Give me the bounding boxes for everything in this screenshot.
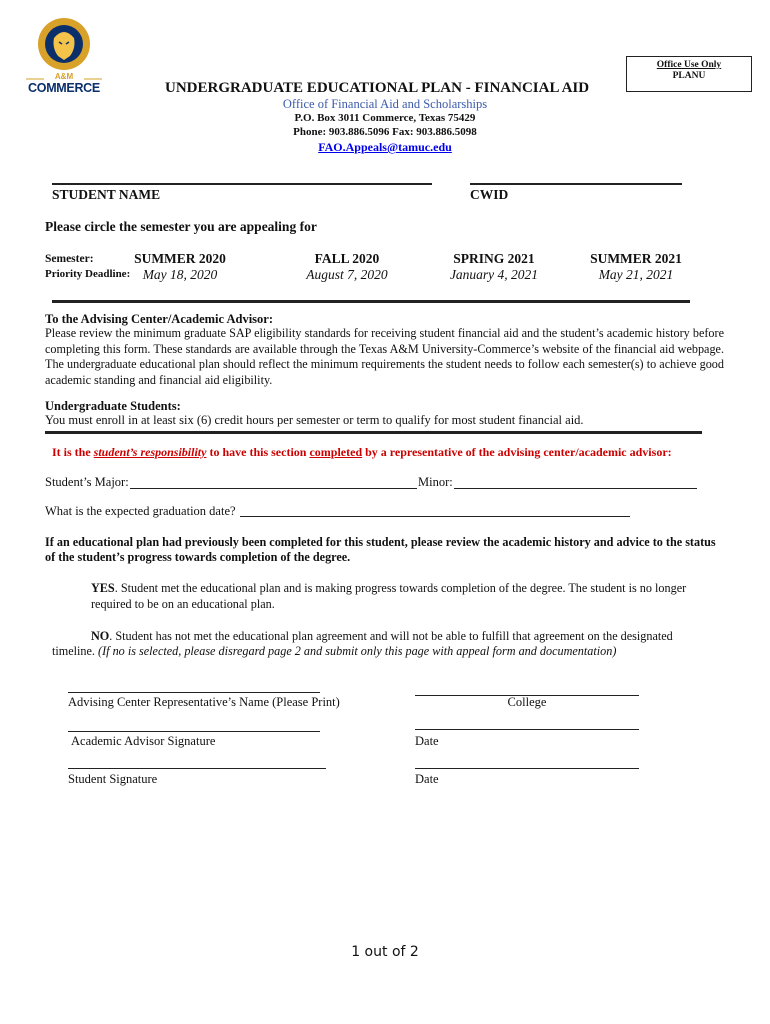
graduation-label: What is the expected graduation date? (45, 504, 236, 518)
student-name-line[interactable] (52, 183, 432, 185)
date-line-1[interactable] (415, 729, 639, 730)
semester-label: Semester: (45, 253, 94, 265)
plan-heading: If an educational plan had previously been completed for this student, please review the academic history and advice to the status of the student’s progress towards completion of the degree. (45, 535, 716, 564)
rep-name-line[interactable] (68, 692, 320, 693)
semester-prompt: Please circle the semester you are appealing for (45, 219, 317, 234)
no-description: . Student has not met the educational plan agreement and will not be able to fulfill that agreement on the designated (109, 629, 673, 643)
rep-name-label: Advising Center Representative’s Name (Please Print) (68, 695, 340, 709)
semester-option-summer-2020[interactable] (110, 251, 250, 283)
semester-option-summer-2021[interactable] (566, 251, 706, 283)
undergrad-heading: Undergraduate Students: (45, 399, 181, 413)
university-logo (24, 14, 104, 96)
form-title: UNDERGRADUATE EDUCATIONAL PLAN - FINANCIAL AID (165, 80, 590, 96)
office-use-code: PLANU (672, 71, 706, 81)
notice-text: It is the (52, 445, 94, 459)
notice-text: to have this section (206, 445, 310, 459)
logo-text-bottom: COMMERCE (28, 81, 100, 95)
yes-description: . Student met the educational plan and is making progress towards completion of the degree. The student is no longer required to be on an educational plan. (91, 581, 687, 611)
advisor-instructions: Please review the minimum graduate SAP eligibility standards for receiving student financial aid and the student’s academic history before completing this form. These standards are available through the Texas A&M University-Commerce’s website of the financial aid webpage. The undergraduate educational plan should reflect the minimum requirements the student needs to follow each semester(s) to achieve good academic standing and financial aid eligibility. (45, 326, 724, 387)
date-line-2[interactable] (415, 768, 639, 769)
college-label: College (507, 695, 547, 709)
cwid-line[interactable] (470, 183, 682, 185)
semester-name: SPRING 2021 (453, 251, 535, 266)
office-use-label: Office Use Only (656, 60, 722, 70)
yes-option[interactable] (91, 581, 691, 612)
office-use-box (626, 56, 752, 92)
major-label: Student’s Major: (45, 475, 129, 489)
semester-deadline: January 4, 2021 (449, 267, 539, 282)
semester-deadline: May 18, 2020 (142, 267, 218, 282)
section-divider (52, 300, 690, 303)
section-divider (45, 431, 702, 434)
student-signature-label: Student Signature (68, 772, 158, 786)
cwid-label: CWID (470, 187, 509, 202)
office-address: P.O. Box 3011 Commerce, Texas 75429 (294, 112, 476, 124)
notice-emphasis: student’s responsibility (93, 445, 207, 459)
no-timeline: timeline. (52, 644, 95, 658)
office-name: Office of Financial Aid and Scholarships (282, 97, 488, 111)
student-signature-line[interactable] (68, 768, 326, 769)
major-field[interactable] (130, 488, 417, 489)
no-note: (If no is selected, please disregard page 2 and submit only this page with appeal form and documentation) (98, 644, 617, 658)
semester-deadline: May 21, 2021 (598, 267, 674, 282)
logo-text-top: A&M (54, 72, 74, 81)
notice-emphasis: completed (309, 445, 363, 459)
minor-field[interactable] (454, 488, 697, 489)
no-label: NO (91, 629, 110, 643)
semester-name: SUMMER 2020 (134, 251, 226, 266)
advisor-heading: To the Advising Center/Academic Advisor: (45, 312, 274, 326)
email-link[interactable]: FAO.Appeals@tamuc.edu (318, 140, 452, 154)
yes-label: YES (91, 581, 115, 595)
semester-name: SUMMER 2021 (590, 251, 682, 266)
date-label-1: Date (415, 734, 439, 748)
semester-option-spring-2021[interactable] (424, 251, 564, 283)
office-phone: Phone: 903.886.5096 Fax: 903.886.5098 (293, 126, 477, 138)
advisor-signature-line[interactable] (68, 731, 320, 732)
semester-deadline: August 7, 2020 (306, 267, 388, 282)
minor-label: Minor: (418, 475, 453, 489)
notice-text: by a representative of the advising center/academic advisor: (362, 445, 672, 459)
no-description-cont (52, 644, 616, 659)
student-name-label: STUDENT NAME (52, 187, 161, 202)
no-option[interactable] (91, 629, 711, 644)
semester-name: FALL 2020 (314, 251, 380, 266)
date-label-2: Date (415, 772, 439, 786)
semester-option-fall-2020[interactable] (277, 251, 417, 283)
responsibility-notice (52, 445, 672, 460)
advisor-signature-label: Academic Advisor Signature (71, 734, 216, 748)
priority-deadline-label: Priority Deadline: (45, 268, 131, 280)
page-number: 1 out of 2 (351, 944, 419, 960)
undergrad-requirement: You must enroll in at least six (6) credit hours per semester or term to qualify for most student financial aid. (45, 413, 584, 427)
graduation-date-field[interactable] (240, 516, 630, 517)
